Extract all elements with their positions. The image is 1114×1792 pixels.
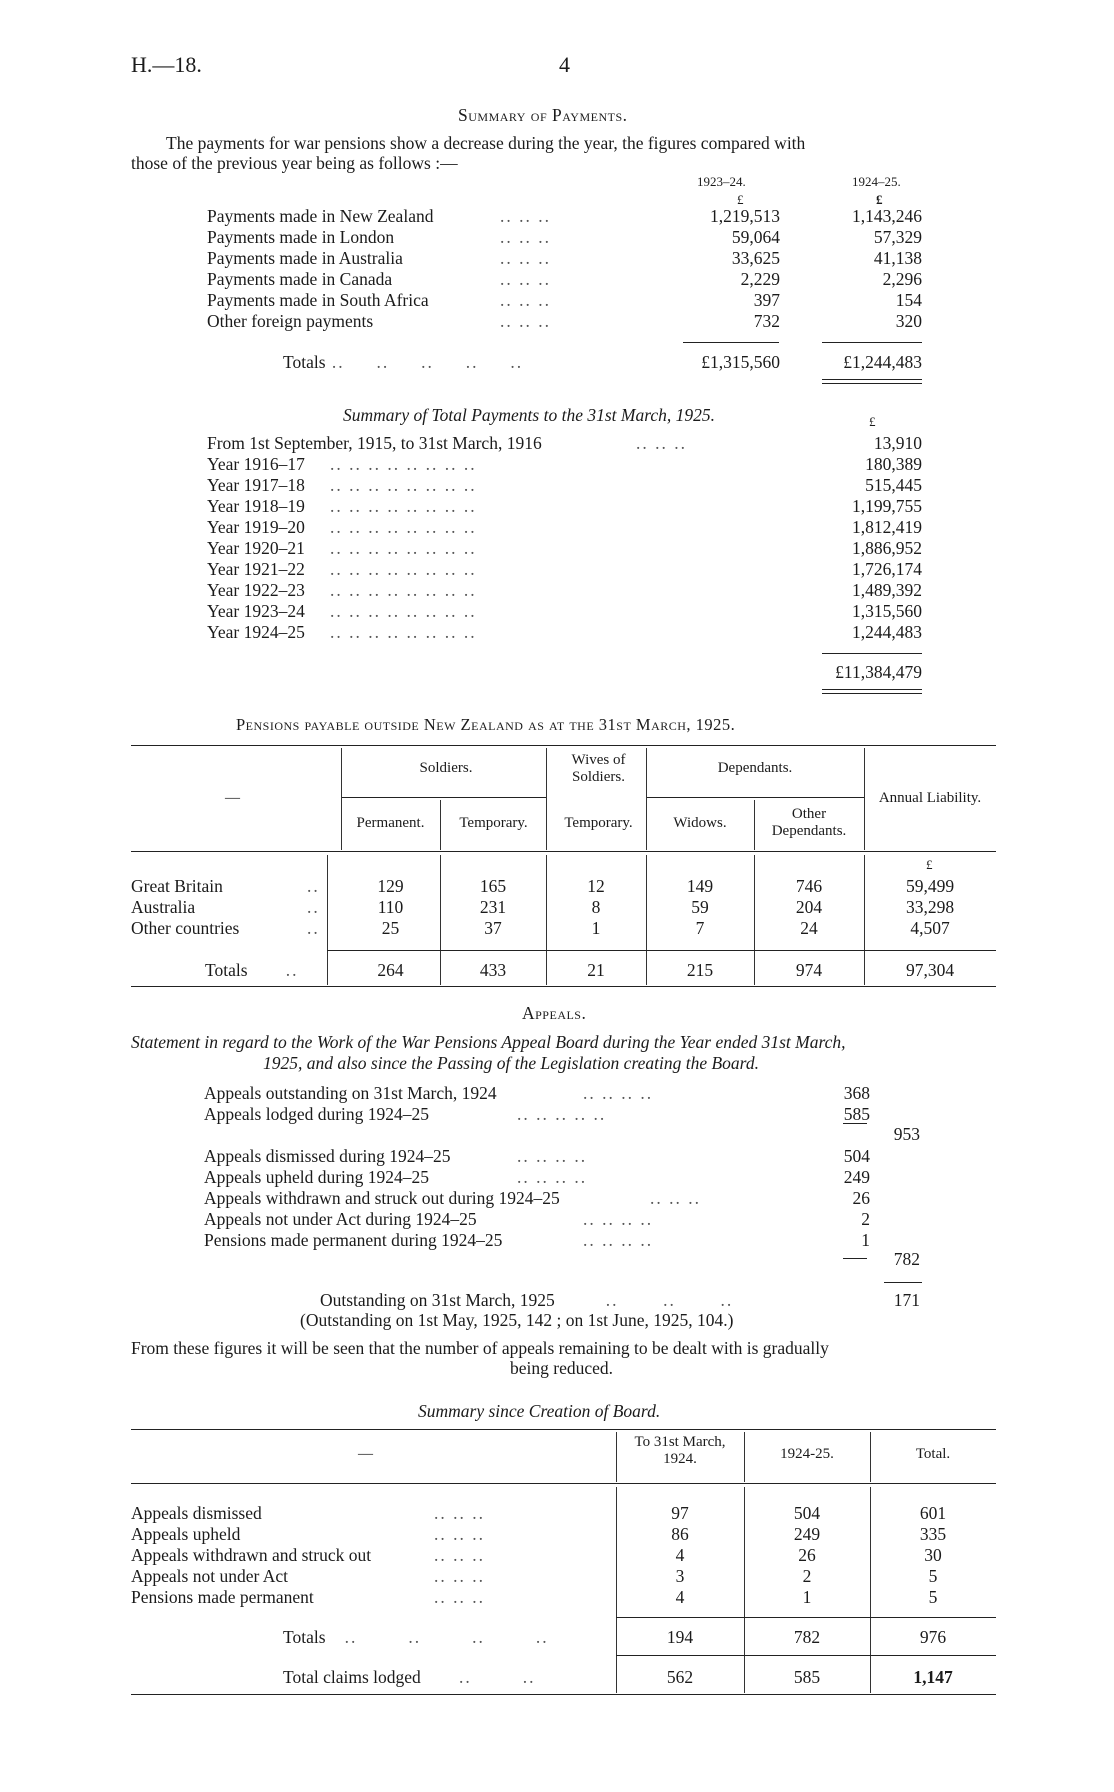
country-row-widows: 149 — [686, 876, 714, 896]
payment-row-label: Payments made in New Zealand — [207, 206, 434, 226]
empty-header-dash: — — [225, 790, 240, 806]
appeals-row-label: Appeals not under Act during 1924–25 — [204, 1209, 477, 1229]
outstanding-value: 171 — [893, 1290, 920, 1310]
claims-label: Total claims lodged .. .. — [283, 1667, 536, 1687]
total-permanent: 264 — [377, 960, 404, 980]
total-payments-heading: Summary of Total Payments to the 31st March, 1925. — [343, 405, 716, 425]
dot-leader: .. .. .. — [500, 248, 551, 268]
country-row-annual: 33,298 — [905, 897, 955, 917]
year-row-value: 180,389 — [865, 454, 922, 474]
appeals-row-value: 2 — [861, 1209, 870, 1229]
dot-leader: .. .. .. .. — [517, 1146, 588, 1166]
appeals-row-value: 504 — [843, 1146, 870, 1166]
board-row-to-1924: 86 — [671, 1524, 689, 1544]
dot-leader: .. .. .. — [500, 290, 551, 310]
board-row-to-1924: 4 — [675, 1587, 685, 1607]
appeals-statement-2: 1925, and also since the Passing of the Legislation creating the Board. — [263, 1053, 759, 1073]
dot-leader: .. .. .. .. — [583, 1230, 654, 1250]
payment-row-1924: 320 — [895, 311, 922, 331]
pensions-outside-heading: Pensions payable outside New Zealand as at the 31st March, 1925. — [236, 715, 736, 734]
total-temporary: 433 — [479, 960, 507, 980]
total-other-dependants: 974 — [795, 960, 823, 980]
dot-leader: .. .. .. — [500, 206, 551, 226]
board-total-total: 976 — [919, 1627, 947, 1647]
year-row-value: 1,886,952 — [852, 538, 922, 558]
dot-leader: .. .. .. .. .. .. .. .. — [330, 496, 477, 516]
summary-payments-intro-1: The payments for war pensions show a decrease during the year, the figures compared with — [166, 133, 806, 153]
year-row-value: 1,315,560 — [852, 601, 922, 621]
year-row-value: 1,812,419 — [852, 517, 922, 537]
dot-leader: .. .. .. .. .. .. .. .. — [330, 601, 477, 621]
appeals-subtotal-decided: 782 — [893, 1249, 920, 1269]
total-1924: £1,244,483 — [843, 352, 922, 372]
year-row-label: Year 1923–24 — [207, 601, 305, 621]
header-1924-25: 1924-25. — [780, 1446, 834, 1462]
totals-label: Totals .. — [205, 960, 299, 980]
country-row-wives: 12 — [587, 876, 605, 896]
appeals-row-label: Appeals upheld during 1924–25 — [204, 1167, 430, 1187]
appeals-row-value: 585 — [843, 1104, 870, 1124]
col-year-1923: 1923–24. — [697, 174, 746, 189]
summary-payments-intro-2: those of the previous year being as follows :— — [131, 153, 458, 173]
header-other-dependants: Other Dependants. — [771, 806, 847, 839]
dot-leader: .. .. .. .. .. .. .. .. — [330, 580, 477, 600]
outstanding-note: (Outstanding on 1st May, 1925, 142 ; on 1st June, 1925, 104.) — [300, 1310, 734, 1330]
country-row-label: Other countries — [131, 918, 240, 938]
dot-leader: .. .. .. — [434, 1566, 485, 1586]
payment-row-1924: 154 — [895, 290, 922, 310]
board-row-1924-25: 1 — [802, 1587, 812, 1607]
country-row-perm: 110 — [377, 897, 404, 917]
currency-symbol: £ — [876, 192, 883, 207]
year-row-value: 13,910 — [873, 433, 922, 453]
year-row-value: 1,489,392 — [852, 580, 922, 600]
year-row-label: Year 1924–25 — [207, 622, 305, 642]
dot-leader: .. .. .. .. .. — [517, 1104, 607, 1124]
country-row-annual: 59,499 — [905, 876, 955, 896]
dot-leader: .. .. .. .. — [583, 1209, 654, 1229]
country-row-other: 24 — [800, 918, 818, 938]
country-row-temp: 165 — [479, 876, 507, 896]
appeals-row-label: Appeals dismissed during 1924–25 — [204, 1146, 451, 1166]
dot-leader: .. .. .. — [500, 311, 551, 331]
board-row-total: 5 — [928, 1566, 938, 1586]
appeals-row-label: Appeals outstanding on 31st March, 1924 — [204, 1083, 497, 1103]
country-row-wives: 1 — [591, 918, 601, 938]
appeals-row-value: 1 — [861, 1230, 870, 1250]
board-row-total: 601 — [919, 1503, 947, 1523]
country-row-widows: 7 — [695, 918, 705, 938]
board-summary-heading: Summary since Creation of Board. — [418, 1401, 661, 1421]
year-row-label: Year 1921–22 — [207, 559, 305, 579]
country-row-temp: 231 — [479, 897, 507, 917]
board-row-1924-25: 2 — [802, 1566, 812, 1586]
year-row-value: 1,726,174 — [852, 559, 922, 579]
dot-leader: .. .. .. — [434, 1545, 485, 1565]
board-row-1924-25: 26 — [798, 1545, 816, 1565]
year-row-label: Year 1922–23 — [207, 580, 305, 600]
payment-row-1923: 1,219,513 — [710, 206, 780, 226]
payment-row-1923: 2,229 — [740, 269, 780, 289]
country-row-other: 204 — [795, 897, 823, 917]
dot-leader: .. .. .. — [434, 1524, 485, 1544]
board-row-1924-25: 249 — [793, 1524, 821, 1544]
board-row-label: Appeals withdrawn and struck out — [131, 1545, 372, 1565]
currency-symbol: £ — [926, 857, 933, 872]
claims-to-1924: 562 — [666, 1667, 694, 1687]
board-row-1924-25: 504 — [793, 1503, 821, 1523]
payment-row-1924: 2,296 — [882, 269, 922, 289]
board-row-label: Appeals dismissed — [131, 1503, 262, 1523]
board-total-to-1924: 194 — [666, 1627, 694, 1647]
conclusion-2: being reduced. — [510, 1358, 614, 1378]
page-number: 4 — [559, 52, 570, 77]
board-row-to-1924: 3 — [675, 1566, 685, 1586]
header-permanent: Permanent. — [356, 815, 425, 831]
appeals-row-label: Pensions made permanent during 1924–25 — [204, 1230, 503, 1250]
payment-row-label: Payments made in Canada — [207, 269, 393, 289]
dot-leader: .. .. .. — [636, 433, 687, 453]
dot-leader: .. .. .. — [500, 269, 551, 289]
appeals-row-value: 368 — [843, 1083, 870, 1103]
header-annual-liability: Annual Liability. — [878, 790, 982, 806]
total-annual-liability: 97,304 — [905, 960, 955, 980]
payment-row-1923: 33,625 — [731, 248, 780, 268]
board-totals-label: Totals .. .. .. .. — [283, 1627, 549, 1647]
appeals-row-label: Appeals withdrawn and struck out during 1924–25 — [204, 1188, 560, 1208]
col-year-1924: 1924–25. — [852, 174, 901, 189]
header-to-31st-march-1924: To 31st March, 1924. — [634, 1434, 726, 1467]
country-row-temp: 37 — [484, 918, 502, 938]
payment-row-1923: 397 — [753, 290, 780, 310]
board-row-total: 5 — [928, 1587, 938, 1607]
header-temporary: Temporary. — [459, 815, 528, 831]
dot-leader: .. — [307, 897, 320, 917]
board-row-label: Appeals not under Act — [131, 1566, 288, 1586]
year-row-label: Year 1916–17 — [207, 454, 305, 474]
dot-leader: .. .. .. — [650, 1188, 701, 1208]
country-row-label: Great Britain — [131, 876, 223, 896]
country-row-other: 746 — [795, 876, 823, 896]
country-row-label: Australia — [131, 897, 196, 917]
summary-payments-heading: Summary of Payments. — [458, 105, 628, 125]
year-row-label: Year 1920–21 — [207, 538, 305, 558]
payment-row-1924: 41,138 — [873, 248, 922, 268]
board-row-label: Appeals upheld — [131, 1524, 241, 1544]
dot-leader: .. .. .. .. — [583, 1083, 654, 1103]
appeals-heading: Appeals. — [522, 1003, 587, 1023]
year-row-value: 1,244,483 — [852, 622, 922, 642]
dot-leader: .. .. .. .. .. .. .. .. — [330, 622, 477, 642]
dot-leader: .. .. .. — [434, 1503, 485, 1523]
appeals-statement-1: Statement in regard to the Work of the War Pensions Appeal Board during the Year ended 31st March, — [131, 1032, 846, 1052]
payment-row-label: Payments made in South Africa — [207, 290, 429, 310]
header-temporary-wives: Temporary. — [564, 815, 633, 831]
country-row-wives: 8 — [591, 897, 601, 917]
grand-total: £11,384,479 — [835, 662, 922, 682]
year-row-value: 515,445 — [865, 475, 922, 495]
payment-row-1923: 732 — [753, 311, 780, 331]
appeals-row-label: Appeals lodged during 1924–25 — [204, 1104, 430, 1124]
outstanding-label: Outstanding on 31st March, 1925 .. .. .. — [320, 1290, 734, 1310]
dot-leader: .. .. .. .. .. .. .. .. — [330, 454, 477, 474]
year-row-label: Year 1918–19 — [207, 496, 305, 516]
header-soldiers: Soldiers. — [419, 760, 473, 776]
appeals-row-value: 249 — [843, 1167, 870, 1187]
country-row-widows: 59 — [691, 897, 709, 917]
currency-symbol: £ — [737, 192, 744, 207]
total-1923: £1,315,560 — [701, 352, 780, 372]
country-row-perm: 25 — [381, 918, 400, 938]
board-row-to-1924: 97 — [671, 1503, 689, 1523]
appeals-subtotal-total: 953 — [893, 1124, 920, 1144]
dot-leader: .. .. .. .. .. .. .. .. — [330, 559, 477, 579]
dot-leader: .. .. .. — [434, 1587, 485, 1607]
dot-leader: .. .. .. .. .. .. .. .. — [330, 517, 477, 537]
board-row-total: 30 — [924, 1545, 942, 1565]
year-row-label: From 1st September, 1915, to 31st March, 1916 — [207, 433, 542, 453]
dot-leader: .. .. .. .. — [517, 1167, 588, 1187]
header-wives-of-soldiers: Wives of Soldiers. — [571, 752, 626, 785]
payment-row-label: Payments made in Australia — [207, 248, 403, 268]
currency-symbol: £ — [869, 414, 876, 429]
payment-row-1924: 1,143,246 — [852, 206, 922, 226]
country-row-perm: 129 — [377, 876, 404, 896]
payment-row-label: Other foreign payments — [207, 311, 374, 331]
totals-label: Totals .. .. .. .. .. — [283, 352, 524, 372]
claims-1924-25: 585 — [793, 1667, 821, 1687]
board-total-1924-25: 782 — [793, 1627, 821, 1647]
dot-leader: .. — [307, 876, 320, 896]
payment-row-1923: 59,064 — [731, 227, 780, 247]
appeals-row-value: 26 — [852, 1188, 870, 1208]
dot-leader: .. .. .. .. .. .. .. .. — [330, 538, 477, 558]
dot-leader: .. — [307, 918, 320, 938]
year-row-label: Year 1917–18 — [207, 475, 305, 495]
board-row-total: 335 — [919, 1524, 947, 1544]
year-row-value: 1,199,755 — [852, 496, 922, 516]
header-widows: Widows. — [673, 815, 727, 831]
document-code: H.—18. — [131, 52, 202, 77]
header-dependants: Dependants. — [717, 760, 793, 776]
board-row-label: Pensions made permanent — [131, 1587, 314, 1607]
claims-total: 1,147 — [913, 1667, 953, 1687]
total-widows: 215 — [686, 960, 714, 980]
year-row-label: Year 1919–20 — [207, 517, 305, 537]
dot-leader: .. .. .. .. .. .. .. .. — [330, 475, 477, 495]
empty-header-dash: — — [358, 1446, 373, 1462]
payment-row-1924: 57,329 — [873, 227, 922, 247]
country-row-annual: 4,507 — [910, 918, 950, 938]
total-wives: 21 — [587, 960, 605, 980]
dot-leader: .. .. .. — [500, 227, 551, 247]
conclusion-1: From these figures it will be seen that the number of appeals remaining to be dealt with is gradually — [131, 1338, 829, 1358]
board-row-to-1924: 4 — [675, 1545, 685, 1565]
payment-row-label: Payments made in London — [207, 227, 395, 247]
header-total: Total. — [915, 1446, 951, 1462]
